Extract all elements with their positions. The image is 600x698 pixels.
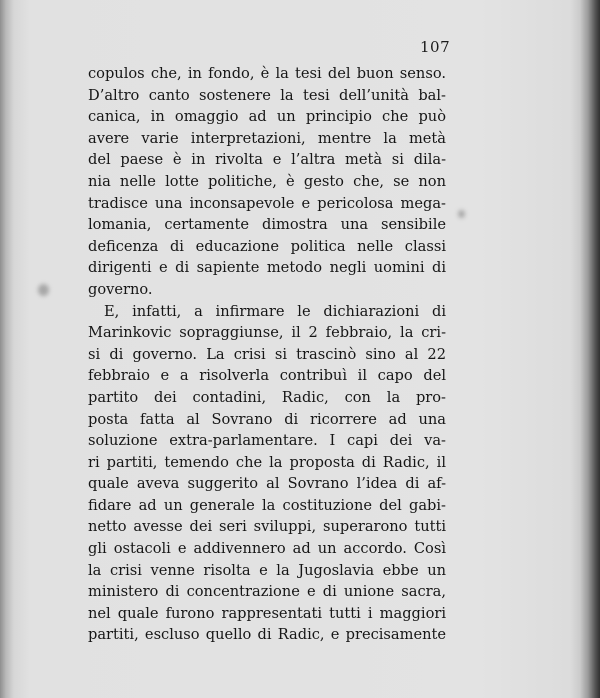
text-line: del paese è in rivolta e l’altra metà si dila- xyxy=(88,151,446,169)
text-line: copulos che, in fondo, è la tesi del buon senso. xyxy=(88,65,446,82)
text-line: fidare ad un generale la costituzione del gabi- xyxy=(88,496,446,514)
text-line: quale aveva suggerito al Sovrano l’idea di af- xyxy=(88,475,446,493)
text-line: Marinkovic sopraggiunse, il 2 febbraio, la cri- xyxy=(88,324,446,342)
text-line: canica, in omaggio ad un principio che può xyxy=(88,108,446,126)
text-line: posta fatta al Sovrano di ricorrere ad una xyxy=(88,410,446,428)
text-line: E, infatti, a infirmare le dichiarazioni di xyxy=(104,302,446,320)
text-line: la crisi venne risolta e la Jugoslavia ebbe un xyxy=(88,561,446,579)
text-line: nia nelle lotte politiche, è gesto che, se non xyxy=(88,172,446,190)
text-line: ri partiti, temendo che la proposta di Radic, il xyxy=(88,453,446,471)
paragraph xyxy=(88,63,446,301)
text-line: netto avesse dei seri sviluppi, superarono tutti xyxy=(88,518,446,536)
paragraph xyxy=(88,301,446,647)
text-line: D’altro canto sostenere la tesi dell’unità bal- xyxy=(88,86,446,104)
page-number: 107 xyxy=(420,38,451,56)
text-line: lomania, certamente dimostra una sensibile xyxy=(88,216,446,234)
text-line: dirigenti e di sapiente metodo negli uomini di xyxy=(88,259,446,277)
text-line: si di governo. La crisi si trascinò sino al 22 xyxy=(88,345,446,363)
text-line: tradisce una inconsapevole e pericolosa mega- xyxy=(88,194,446,212)
ink-smudge xyxy=(458,210,465,218)
text-line: avere varie interpretazioni, mentre la metà xyxy=(88,129,446,147)
text-line: governo. xyxy=(88,280,153,298)
page-edge-shadow xyxy=(580,0,600,698)
body-text xyxy=(88,63,446,646)
text-line: nel quale furono rappresentati tutti i maggiori xyxy=(88,604,446,622)
ink-smudge xyxy=(38,284,49,296)
text-line: febbraio e a risolverla contribuì il capo del xyxy=(88,367,446,385)
text-line: deficenza di educazione politica nelle classi xyxy=(88,237,446,255)
text-line: gli ostacoli e addivennero ad un accordo. Così xyxy=(88,540,446,558)
text-line: partiti, escluso quello di Radic, e precisamente xyxy=(88,626,446,644)
text-line: ministero di concentrazione e di unione sacra, xyxy=(88,583,446,601)
text-line: soluzione extra-parlamentare. I capi dei va- xyxy=(88,432,446,450)
text-line: partito dei contadini, Radic, con la pro- xyxy=(88,388,446,406)
